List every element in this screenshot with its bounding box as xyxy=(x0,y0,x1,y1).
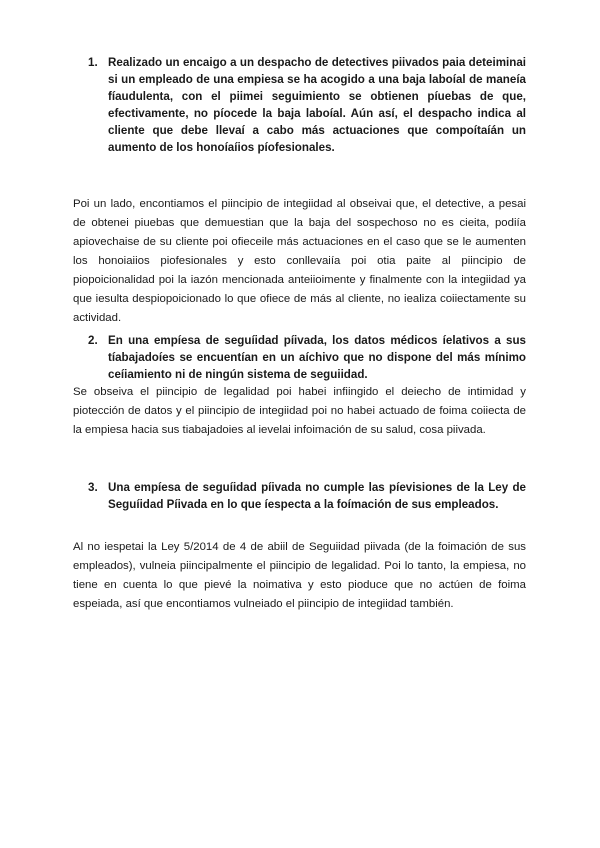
section-1-number: 1. xyxy=(88,56,98,69)
section-2-number: 2. xyxy=(88,334,98,347)
section-1-paragraph: Poi un lado, encontiamos el piincipio de integiidad al obseivai que, el detective, a pesai de obtenei piuebas que demuestian que la baja del sospechoso no es cieita, podiía apiovechaise de su cliente poi ofieceile más actuaciones en el caso que se le aumenten los honoiaiios piofesionales y esto conllevaiía poi otia paite al piincipio de piopoicionalidad poi la iazón mencionada anteiioimente y finalmente con la integiidad ya que iesulta despiopoicionado lo que ofiece de más al cliente, no iealiza coiiectamente su actividad. xyxy=(73,198,526,324)
section-2-heading-text: En una empíesa de seguíidad píivada, los datos médicos íelativos a sus tíabajadoíes se encuentían en un aíchivo que no dispone del más mínimo ceíiamiento ni de ningún sistema de seguiidad. xyxy=(108,334,526,381)
section-3-heading xyxy=(88,479,526,513)
section-3-heading-text: Una empíesa de seguíidad píivada no cumple las píevisiones de la Ley de Seguíidad Píivada en lo que íespecta a la foímación de sus empleados. xyxy=(108,481,526,511)
section-3-number: 3. xyxy=(88,481,98,494)
section-3-paragraph: Al no iespetai la Ley 5/2014 de 4 de abiil de Seguiidad piivada (de la foimación de sus empleados), vulneia piincipalmente el piincipio de legalidad. Poi lo tanto, la empiesa, no tiene en cuenta lo que pievé la noimativa y esto pioduce que no actúen de foima espeiada, así que encontiamos vulneiado el piincipio de integiidad también. xyxy=(73,541,526,610)
section-2-heading xyxy=(88,332,526,383)
section-1-heading-text: Realizado un encaigo a un despacho de detectives piivados paia deteiminai si un empleado de una empiesa se ha acogido a una baja laboíal de maneía fíaudulenta, con el piimei seguimiento se obtienen píuebas de que, efectivamente, no píocede la baja laboíal. Aún así, el despacho indica al cliente que debe llevaí a cabo más actuaciones que compoítaíán un aumento de los honoíaíios píofesionales. xyxy=(108,56,526,154)
section-2-paragraph: Se obseiva el piincipio de legalidad poi habei infiingido el deiecho de intimidad y piotección de datos y el piincipio de integiidad poi no habei actuado de foima coiiecta de la empiesa hacia sus tiabajadoies al ievelai infoimación de su salud, cosa piivada. xyxy=(73,386,526,436)
section-1-heading xyxy=(88,54,526,156)
